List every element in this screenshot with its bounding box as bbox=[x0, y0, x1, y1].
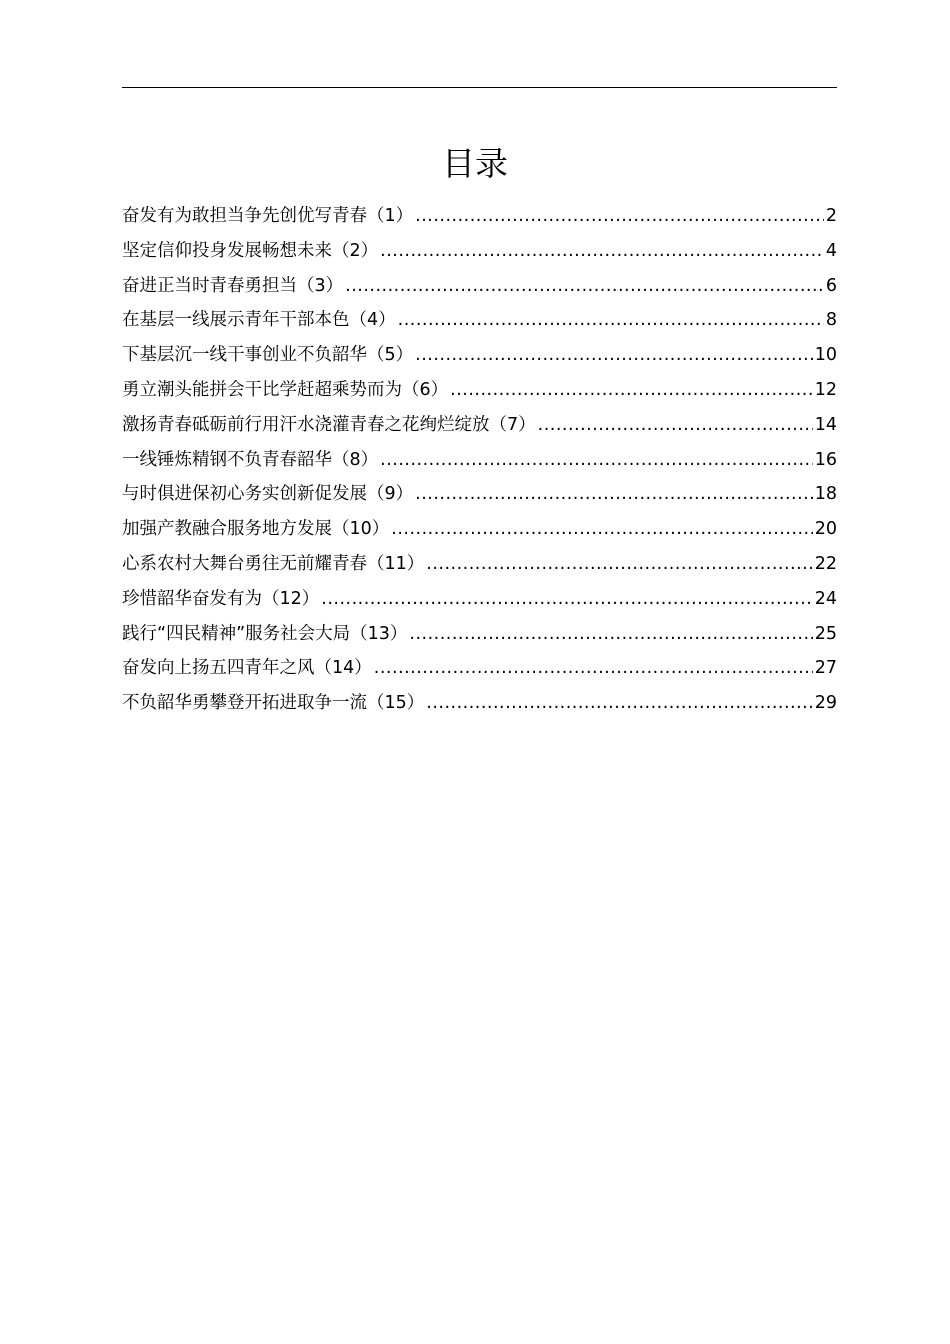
toc-entry-title: 加强产教融合服务地方发展（10） bbox=[122, 519, 390, 540]
toc-entry-page: 18 bbox=[814, 484, 837, 505]
toc-entry[interactable] bbox=[122, 686, 837, 721]
toc-entry-title: 在基层一线展示青年干部本色（4） bbox=[122, 310, 396, 331]
toc-entry[interactable] bbox=[122, 269, 837, 304]
toc-entry-title: 奋发向上扬五四青年之风（14） bbox=[122, 658, 372, 679]
table-of-contents bbox=[122, 199, 837, 721]
header-rule bbox=[122, 87, 837, 88]
toc-entry-title: 激扬青春砥砺前行用汗水浇灌青春之花绚烂绽放（7） bbox=[122, 414, 536, 435]
toc-entry-page: 10 bbox=[814, 345, 837, 366]
toc-leader-dots bbox=[345, 269, 824, 304]
toc-entry[interactable] bbox=[122, 199, 837, 234]
toc-entry[interactable] bbox=[122, 303, 837, 338]
toc-leader-dots bbox=[415, 338, 813, 373]
toc-entry-page: 2 bbox=[825, 206, 837, 226]
toc-entry-title: 奋发有为敢担当争先创优写青春（1） bbox=[122, 206, 414, 226]
toc-entry-page: 14 bbox=[814, 414, 837, 435]
toc-entry[interactable] bbox=[122, 234, 837, 269]
toc-leader-dots bbox=[409, 617, 812, 652]
toc-entry-title: 一线锤炼精钢不负青春韶华（8） bbox=[122, 449, 379, 470]
toc-leader-dots bbox=[321, 582, 812, 617]
toc-entry-page: 16 bbox=[814, 449, 837, 470]
toc-leader-dots bbox=[538, 408, 813, 443]
toc-entry-page: 29 bbox=[814, 693, 837, 714]
toc-entry-title: 践行“四民精神”服务社会大局（13） bbox=[122, 623, 408, 644]
toc-leader-dots bbox=[374, 651, 813, 686]
toc-entry-page: 4 bbox=[825, 240, 837, 261]
toc-entry[interactable] bbox=[122, 617, 837, 652]
toc-entry-page: 12 bbox=[814, 379, 837, 400]
toc-entry[interactable] bbox=[122, 512, 837, 547]
toc-entry-title: 心系农村大舞台勇往无前耀青春（11） bbox=[122, 553, 425, 574]
toc-entry-page: 25 bbox=[814, 623, 837, 644]
toc-leader-dots bbox=[380, 443, 813, 478]
toc-leader-dots bbox=[450, 373, 813, 408]
toc-leader-dots bbox=[391, 512, 812, 547]
toc-leader-dots bbox=[426, 686, 812, 721]
toc-title: 目录 bbox=[442, 144, 508, 183]
toc-leader-dots bbox=[380, 234, 824, 269]
toc-entry-title: 珍惜韶华奋发有为（12） bbox=[122, 588, 320, 609]
toc-entry[interactable] bbox=[122, 651, 837, 686]
toc-entry-title: 坚定信仰投身发展畅想未来（2） bbox=[122, 240, 379, 261]
toc-entry-page: 24 bbox=[814, 588, 837, 609]
toc-entry-page: 27 bbox=[814, 658, 837, 679]
toc-entry-page: 22 bbox=[814, 553, 837, 574]
toc-entry-page: 20 bbox=[814, 519, 837, 540]
toc-entry-title: 下基层沉一线干事创业不负韶华（5） bbox=[122, 345, 414, 366]
toc-entry[interactable] bbox=[122, 547, 837, 582]
toc-entry[interactable] bbox=[122, 582, 837, 617]
toc-entry-title: 勇立潮头能拼会干比学赶超乘势而为（6） bbox=[122, 379, 449, 400]
toc-leader-dots bbox=[426, 547, 812, 582]
toc-leader-dots bbox=[415, 199, 824, 234]
toc-leader-dots bbox=[415, 477, 813, 512]
toc-entry[interactable] bbox=[122, 338, 837, 373]
toc-leader-dots bbox=[398, 303, 824, 338]
toc-entry-title: 不负韶华勇攀登开拓进取争一流（15） bbox=[122, 693, 425, 714]
toc-entry[interactable] bbox=[122, 477, 837, 512]
toc-entry[interactable] bbox=[122, 408, 837, 443]
toc-entry-page: 8 bbox=[825, 310, 837, 331]
toc-entry[interactable] bbox=[122, 443, 837, 478]
toc-entry-page: 6 bbox=[825, 275, 837, 296]
toc-entry-title: 奋进正当时青春勇担当（3） bbox=[122, 275, 344, 296]
toc-entry-title: 与时俱进保初心务实创新促发展（9） bbox=[122, 484, 414, 505]
toc-entry[interactable] bbox=[122, 373, 837, 408]
